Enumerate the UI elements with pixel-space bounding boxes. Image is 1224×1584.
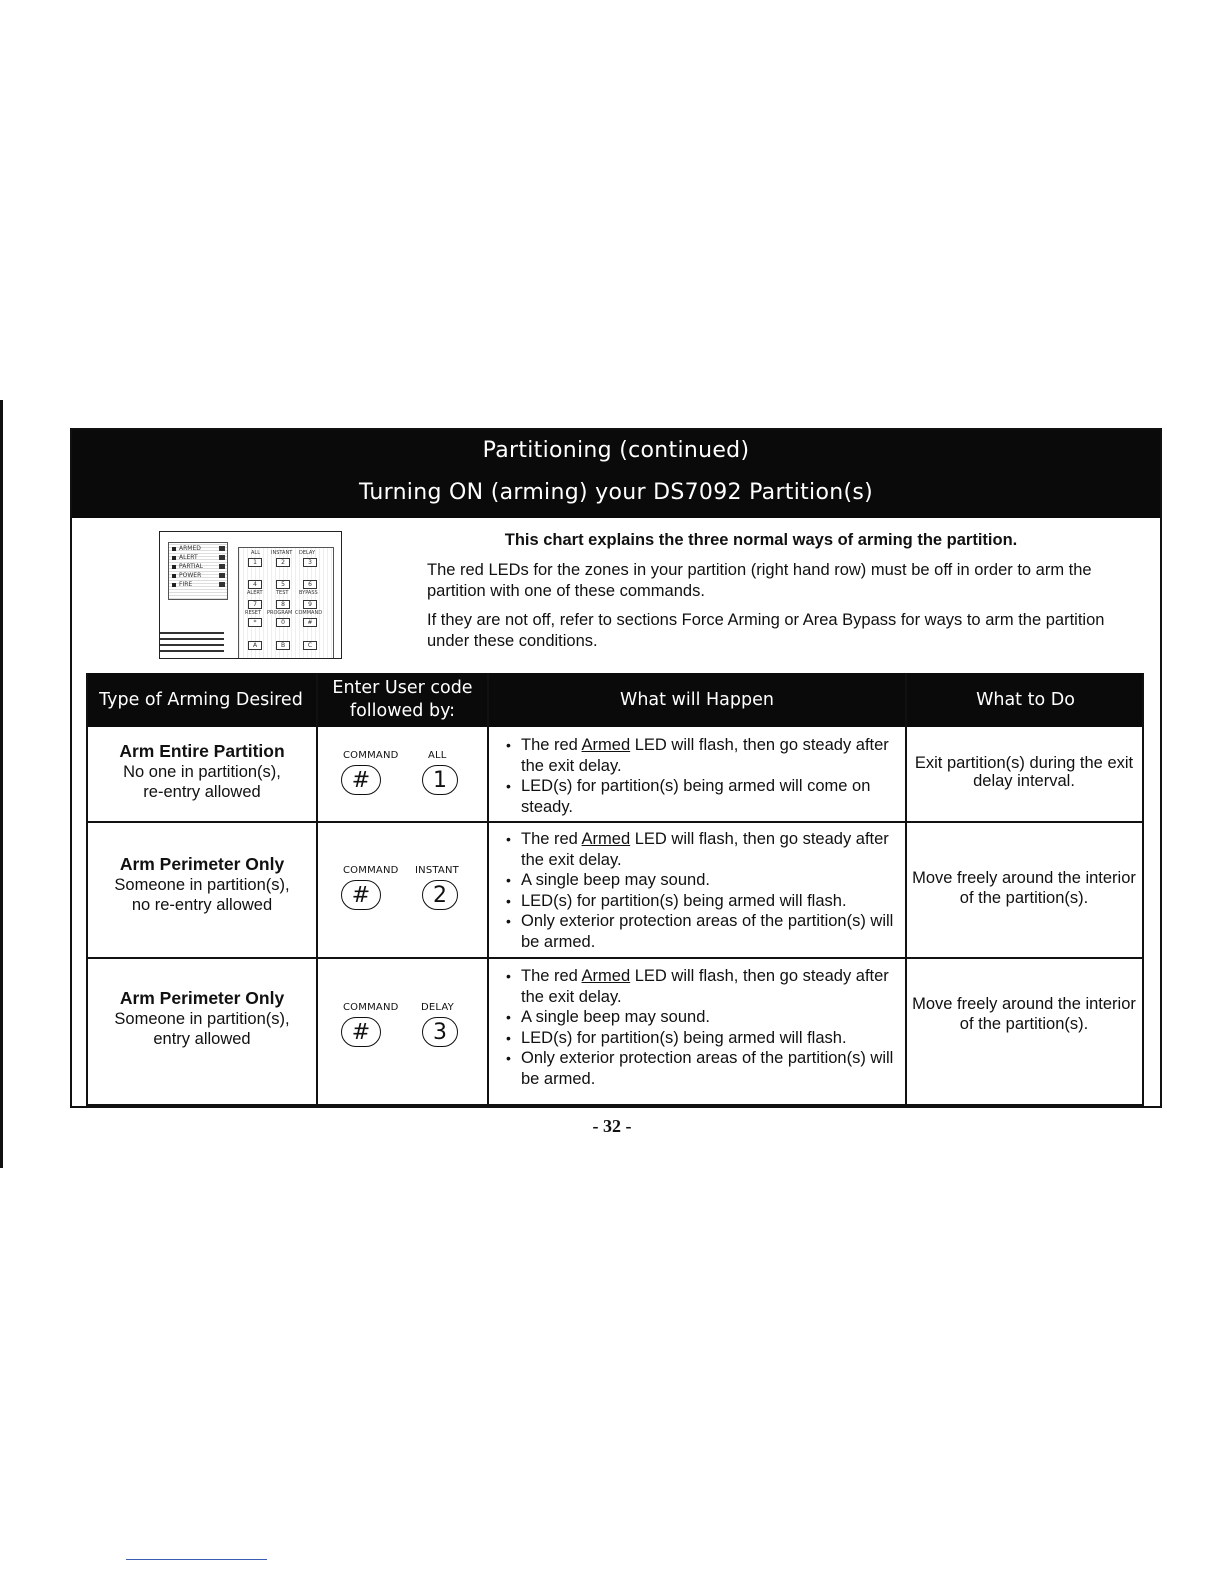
- command-key-icon: #: [341, 765, 381, 795]
- arming-type-desc: entry allowed: [153, 1030, 251, 1048]
- arming-type-title: Arm Entire Partition: [119, 741, 285, 761]
- text: LED will flash, then go steady after the exit delay.: [521, 736, 889, 775]
- table-row: [88, 854, 316, 916]
- left-margin-rule: [0, 400, 3, 1168]
- list-item: • Only exterior protection areas of the partition(s) will be armed.: [504, 1048, 896, 1089]
- led-dot: [172, 565, 176, 569]
- what-happens: [504, 966, 896, 1089]
- keypad-key: 1: [248, 558, 262, 567]
- key-label-instant: INSTANT: [271, 550, 293, 556]
- key-label-delay: DELAY: [299, 550, 315, 556]
- section-title: Partitioning (continued): [482, 438, 750, 463]
- command-label: COMMAND: [343, 750, 399, 761]
- list-item: • LED(s) for partition(s) being armed will flash.: [504, 891, 896, 912]
- led-label-power: POWER: [179, 572, 202, 579]
- key-label-command: COMMAND: [295, 610, 323, 616]
- key-function-label: DELAY: [421, 1002, 454, 1013]
- led-dot: [172, 583, 176, 587]
- led-label-armed: ARMED: [179, 545, 201, 552]
- list-item: [504, 735, 896, 776]
- key-label-test: TEST: [276, 590, 289, 596]
- list-item: • LED(s) for partition(s) being armed will come on steady.: [504, 776, 896, 817]
- led-dot: [172, 556, 176, 560]
- row-divider: [86, 821, 1144, 823]
- list-item: • LED(s) for partition(s) being armed will flash.: [504, 1028, 896, 1049]
- page-number: - 32 -: [592, 1116, 632, 1136]
- key-label-bypass: BYPASS: [299, 590, 318, 596]
- led-bar: [219, 564, 225, 569]
- arming-type-desc: Someone in partition(s),: [114, 875, 290, 894]
- keypad-key: C: [303, 641, 317, 650]
- keypad-key: 4: [248, 580, 262, 589]
- keypad-led-panel: [168, 542, 228, 600]
- intro-paragraph: If they are not off, refer to sections Force Arming or Area Bypass for ways to arm the partition under these conditions.: [427, 611, 1105, 650]
- command-key-icon: #: [341, 880, 381, 910]
- row-divider: [86, 1104, 1144, 1106]
- keypad-key: B: [276, 641, 290, 650]
- keypad-key: 7: [248, 600, 262, 609]
- keypad-key: 8: [276, 600, 290, 609]
- table-row: [88, 988, 316, 1050]
- command-key-icon: #: [341, 1017, 381, 1047]
- led-bar: [219, 573, 225, 578]
- keypad-key: 0: [276, 618, 290, 627]
- footnote-rule: [126, 1559, 267, 1560]
- text: The red: [521, 830, 582, 848]
- table-row: [88, 741, 316, 803]
- keypad-key: A: [248, 641, 262, 650]
- led-label-alert: ALERT: [179, 554, 198, 561]
- digit-key-icon: 3: [422, 1017, 458, 1047]
- digit-key-icon: 1: [422, 765, 458, 795]
- text: LED will flash, then go steady after the exit delay.: [521, 967, 889, 1006]
- command-label: COMMAND: [343, 865, 399, 876]
- keypad-zone-lines: [160, 632, 224, 656]
- list-item: [504, 966, 896, 1007]
- what-happens: [504, 735, 896, 817]
- list-item: • Only exterior protection areas of the partition(s) will be armed.: [504, 911, 896, 952]
- arming-type-desc: Someone in partition(s),: [114, 1009, 290, 1028]
- key-function-label: INSTANT: [415, 865, 459, 876]
- what-to-do: Move freely around the interior of the partition(s).: [912, 995, 1136, 1033]
- keypad-key: 9: [303, 600, 317, 609]
- armed-term: Armed: [581, 967, 631, 985]
- key-label-alert: ALERT: [247, 590, 263, 596]
- keypad-key: 6: [303, 580, 317, 589]
- header-what-to-do: What to Do: [907, 673, 1144, 727]
- table-border: [1142, 673, 1144, 1106]
- row-divider: [86, 957, 1144, 959]
- command-label: COMMAND: [343, 1002, 399, 1013]
- arming-type-title: Arm Perimeter Only: [119, 854, 285, 874]
- what-to-do: Exit partition(s) during the exit delay interval.: [914, 754, 1134, 790]
- text: The red: [521, 736, 582, 754]
- list-item: [504, 829, 896, 870]
- table-border: [905, 673, 907, 1106]
- text: LED will flash, then go steady after the exit delay.: [521, 830, 889, 869]
- what-to-do: Move freely around the interior of the partition(s).: [912, 869, 1136, 907]
- keypad-key: 5: [276, 580, 290, 589]
- keypad-keys: [238, 547, 334, 658]
- list-item: • A single beep may sound.: [504, 1007, 896, 1028]
- key-label-program: PROGRAM: [267, 610, 293, 616]
- header-type: Type of Arming Desired: [86, 673, 316, 727]
- list-item: • A single beep may sound.: [504, 870, 896, 891]
- header-enter-code: Enter User code followed by:: [318, 673, 487, 727]
- key-label-reset: RESET: [245, 610, 262, 616]
- armed-term: Armed: [581, 830, 631, 848]
- led-bar: [219, 555, 225, 560]
- key-function-label: ALL: [428, 750, 447, 761]
- intro-paragraph: The red LEDs for the zones in your partition (right hand row) must be off in order to arm the partition with one of these commands.: [427, 561, 1092, 600]
- led-bar: [219, 582, 225, 587]
- key-label-all: ALL: [251, 550, 260, 556]
- armed-term: Armed: [581, 736, 631, 754]
- arming-type-title: Arm Perimeter Only: [119, 988, 285, 1008]
- led-label-fire: FIRE: [179, 581, 193, 588]
- keypad-key: 2: [276, 558, 290, 567]
- keypad-key: *: [248, 618, 262, 627]
- led-dot: [172, 574, 176, 578]
- arming-type-desc: No one in partition(s),: [123, 762, 281, 781]
- led-bar: [219, 546, 225, 551]
- header-what-happens: What will Happen: [489, 673, 905, 727]
- led-label-partial: PARTIAL: [179, 563, 203, 570]
- table-border: [487, 673, 489, 1106]
- digit-key-icon: 2: [422, 880, 458, 910]
- arming-type-desc: no re-entry allowed: [131, 896, 273, 914]
- arming-type-desc: re-entry allowed: [143, 783, 261, 801]
- section-banner: [72, 430, 1160, 518]
- section-subtitle: Turning ON (arming) your DS7092 Partition(s): [358, 480, 874, 505]
- keypad-illustration: [159, 531, 342, 659]
- keypad-key: 3: [303, 558, 317, 567]
- led-dot: [172, 547, 176, 551]
- what-happens: [504, 829, 896, 952]
- text: The red: [521, 967, 582, 985]
- table-border: [316, 673, 318, 1106]
- keypad-key: #: [303, 618, 317, 627]
- intro-title: This chart explains the three normal ways of arming the partition.: [504, 531, 1018, 549]
